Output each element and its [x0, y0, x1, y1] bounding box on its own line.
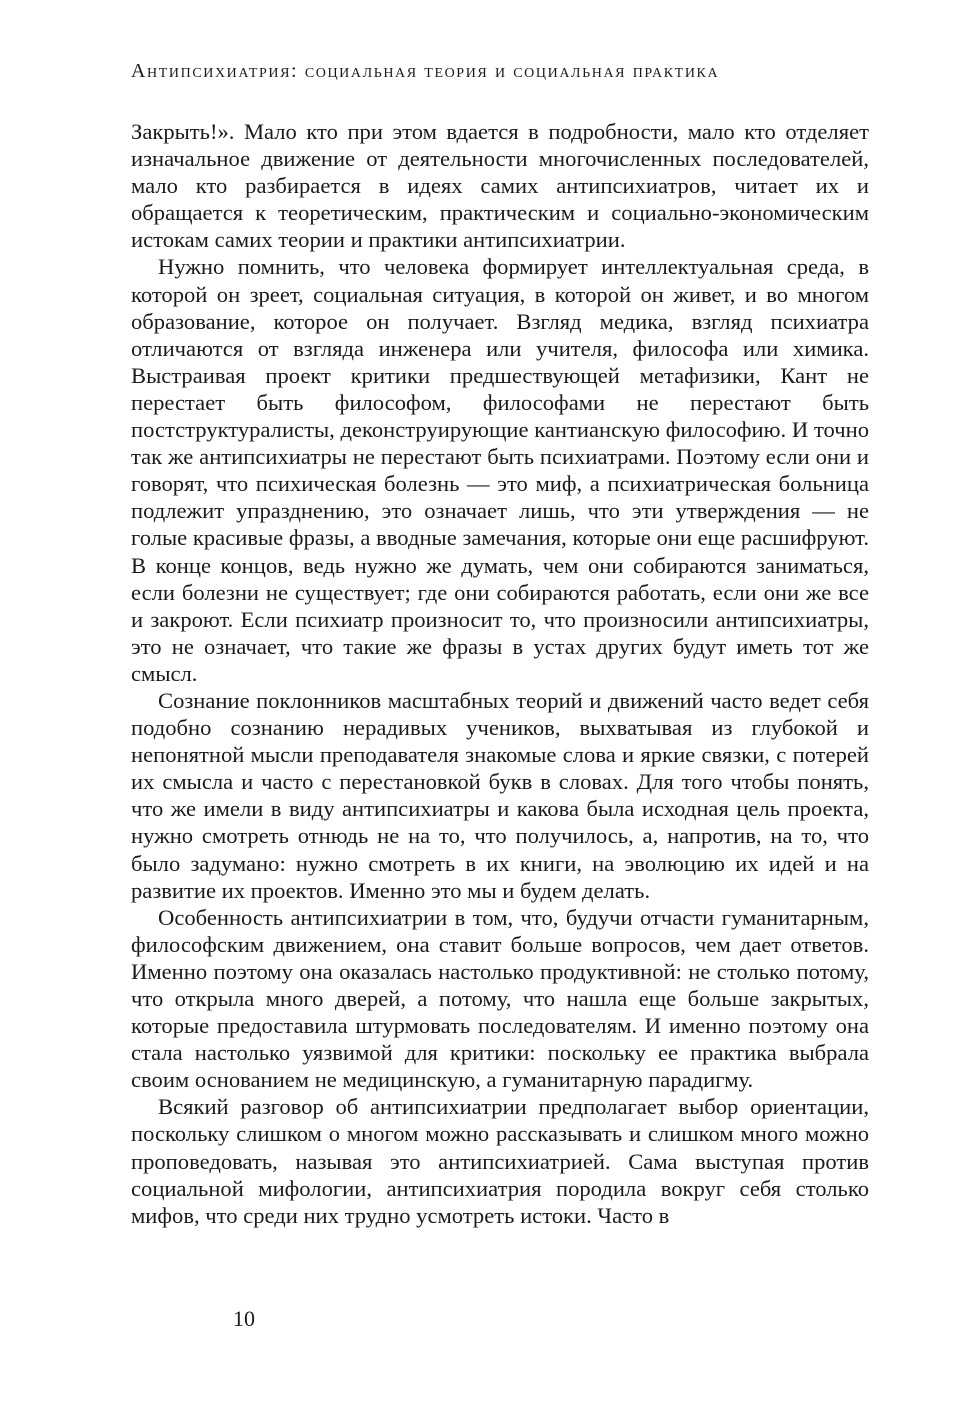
- body-text: [131, 118, 869, 1229]
- paragraph-4: Особенность антипсихиатрии в том, что, будучи отчасти гуманитарным, философским движением, она ставит больше вопросов, чем дает ответов. Именно поэтому она оказалась настолько продуктивной: не столько потому, что открыла много дверей, а потому, что нашла еще больше закрытых, которые предоставила штурмовать последователям. И именно поэтому она стала настолько уязвимой для критики: поскольку ее практика выбрала своим основанием не медицинскую, а гуманитарную парадигму.: [131, 904, 869, 1093]
- paragraph-5: Всякий разговор об антипсихиатрии предполагает выбор ориентации, поскольку слишком о многом можно рассказывать и слишком много можно проповедовать, называя это антипсихиатрией. Сама выступая против социальной мифологии, антипсихиатрия породила вокруг себя столько мифов, что среди них трудно усмотреть истоки. Часто в: [131, 1094, 869, 1228]
- paragraph-1: Закрыть!». Мало кто при этом вдается в подробности, мало кто отделяет изначальное движение от деятельности многочисленных последователей, мало кто разбирается в идеях самих антипсихиатров, читает их и обращается к теоретическим, практическим и социально-экономическим истокам самих теории и практики антипсихиатрии.: [131, 119, 869, 253]
- page-number: 10: [233, 1306, 255, 1331]
- paragraph-2: Нужно помнить, что человека формирует интеллектуальная среда, в которой он зреет, социальная ситуация, в которой он живет, и во многом образование, которое он получает. Взгляд медика, взгляд психиатра отличаются от взгляда инженера или учителя, философа или химика. Выстраивая проект критики предшествующей метафизики, Кант не перестает быть философом, философами не перестают быть постструктуралисты, деконструирующие кантианскую философию. И точно так же антипсихиатры не перестают быть психиатрами. Поэтому если они и говорят, что психическая болезнь — это миф, а психиатрическая больница подлежит упразднению, это означает лишь, что эти утверждения — не голые красивые фразы, а вводные замечания, которые они еще расшифруют. В конце концов, ведь нужно же думать, чем они собираются заниматься, если болезни не существует; где они собираются работать, если они же все и закроют. Если психиатр произносит то, что произносили антипсихиатры, это не означает, что такие же фразы в устах других будут иметь тот же смысл.: [131, 254, 869, 686]
- running-header: Антипсихиатрия: социальная теория и социальная практика: [131, 60, 720, 82]
- paragraph-3: Сознание поклонников масштабных теорий и движений часто ведет себя подобно сознанию нерадивых учеников, выхватывая из глубокой и непонятной мысли преподавателя знакомые слова и яркие связки, с потерей их смысла и часто с перестановкой букв в словах. Для того чтобы понять, что же имели в виду антипсихиатры и какова была исходная цель проекта, нужно смотреть отнюдь не на то, что получилось, а, напротив, на то, что было задумано: нужно смотреть в их книги, на эволюцию их идей и на развитие их проектов. Именно это мы и будем делать.: [131, 687, 869, 903]
